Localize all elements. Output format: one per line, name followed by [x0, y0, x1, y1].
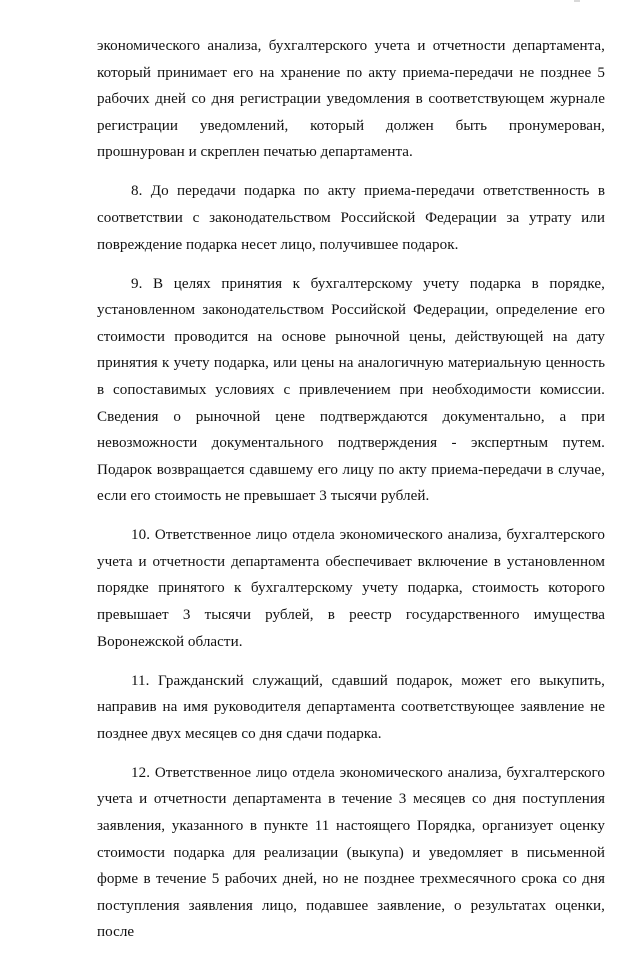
paragraph-continuation: экономического анализа, бухгалтерского учета и отчетности департамента, который принимает его на хранение по акту приема-передачи не позднее 5 рабочих дней со дня регистрации уведомления в соответствующем журнале регистрации уведомлений, который должен быть пронумерован, прошнурован и скреплен печатью департамента. [97, 38, 605, 161]
paragraph-9: 9. В целях принятия к бухгалтерскому учету подарка в порядке, установленном законодательством Российской Федерации, определение его стоимости проводится на основе рыночной цены, действующей на дату принятия к учету подарка, или цены на аналогичную материальную ценность в сопоставимых условиях с привлечением при необходимости комиссии. Сведения о рыночной цене подтверждаются документально, а при невозможности документального подтверждения - экспертным путем. Подарок возвращается сдавшему его лицу по акту приема-передачи в случае, если его стоимость не превышает 3 тысячи рублей. [97, 275, 605, 505]
paragraph-12: 12. Ответственное лицо отдела экономического анализа, бухгалтерского учета и отчетности департамента в течение 3 месяцев со дня поступления заявления, указанного в пункте 11 настоящего Порядка, организует оценку стоимости подарка для реализации (выкупа) и уведомляет в письменной форме в течение 5 рабочих дней, но не позднее трехмесячного срока со дня поступления заявления лицо, подавшее заявление, о результатах оценки, после [97, 764, 605, 941]
paragraph-8: 8. До передачи подарка по акту приема-передачи ответственность в соответствии с законодательством Российской Федерации за утрату или повреждение подарка несет лицо, получившее подарок. [97, 183, 605, 253]
paragraph-11: 11. Гражданский служащий, сдавший подарок, может его выкупить, направив на имя руководителя департамента соответствующее заявление не позднее двух месяцев со дня сдачи подарка. [97, 672, 605, 742]
scan-mark [574, 0, 580, 2]
paragraph-10: 10. Ответственное лицо отдела экономического анализа, бухгалтерского учета и отчетности департамента обеспечивает включение в установленном порядке принятого к бухгалтерскому учету подарка, стоимость которого превышает 3 тысячи рублей, в реестр государственного имущества Воронежской области. [97, 527, 605, 650]
document-body [97, 33, 605, 958]
